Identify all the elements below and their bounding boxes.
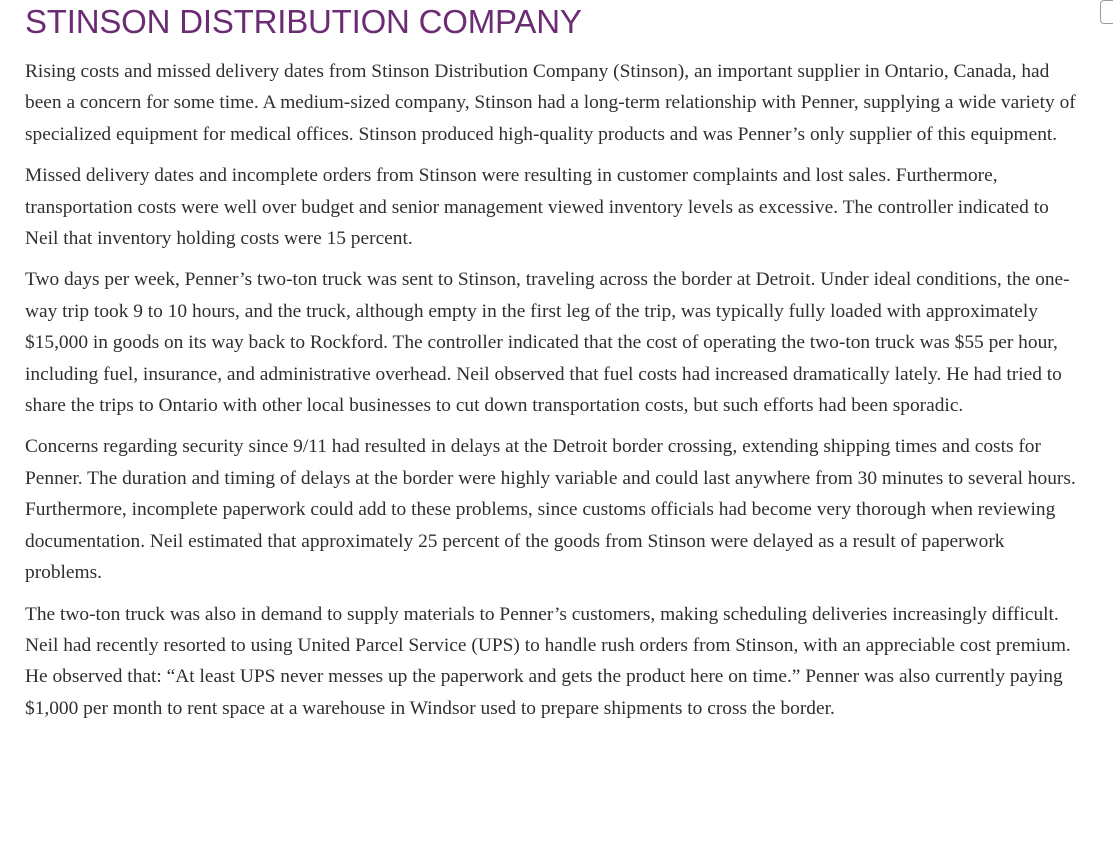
- paragraph-2: Missed delivery dates and incomplete orders from Stinson were resulting in customer complaints and lost sales. Furthermore, transportation costs were well over budget and senior management viewed inventory levels as excessive. The controller indicated to Neil that inventory holding costs were 15 percent.: [25, 165, 1049, 250]
- paragraph-3: Two days per week, Penner’s two-ton truck was sent to Stinson, traveling across the border at Detroit. Under ideal conditions, the one-way trip took 9 to 10 hours, and the truck, although empty in the first leg of the trip, was typically fully loaded with approximately $15,000 in goods on its way back to Rockford. The controller indicated that the cost of operating the two-ton truck was $55 per hour, including fuel, insurance, and administrative overhead. Neil observed that fuel costs had increased dramatically lately. He had tried to share the trips to Ontario with other local businesses to cut down transportation costs, but such efforts had been sporadic.: [25, 269, 1070, 417]
- scroll-tab[interactable]: [1100, 0, 1113, 24]
- paragraph-5: The two-ton truck was also in demand to supply materials to Penner’s customers, making scheduling deliveries increasingly difficult. Neil had recently resorted to using United Parcel Service (UPS) to handle rush orders from Stinson, with an appreciable cost premium. He observed that: “At least UPS never messes up the paperwork and gets the product here on time.” Penner was also currently paying $1,000 per month to rent space at a warehouse in Windsor used to prepare shipments to cross the border.: [25, 603, 1071, 719]
- paragraph-1: Rising costs and missed delivery dates from Stinson Distribution Company (Stinson), an important supplier in Ontario, Canada, had been a concern for some time. A medium-sized company, Stinson had a long-term relationship with Penner, supplying a wide variety of specialized equipment for medical offices. Stinson produced high-quality products and was Penner’s only supplier of this equipment.: [25, 61, 1076, 145]
- paragraph-4: Concerns regarding security since 9/11 had resulted in delays at the Detroit border crossing, extending shipping times and costs for Penner. The duration and timing of delays at the border were highly variable and could last anywhere from 30 minutes to several hours. Furthermore, incomplete paperwork could add to these problems, since customs officials had become very thorough when reviewing documentation. Neil estimated that approximately 25 percent of the goods from Stinson were delayed as a result of paperwork problems.: [25, 436, 1076, 584]
- section-heading: STINSON DISTRIBUTION COMPANY: [25, 3, 582, 40]
- document-page: [25, 0, 1085, 734]
